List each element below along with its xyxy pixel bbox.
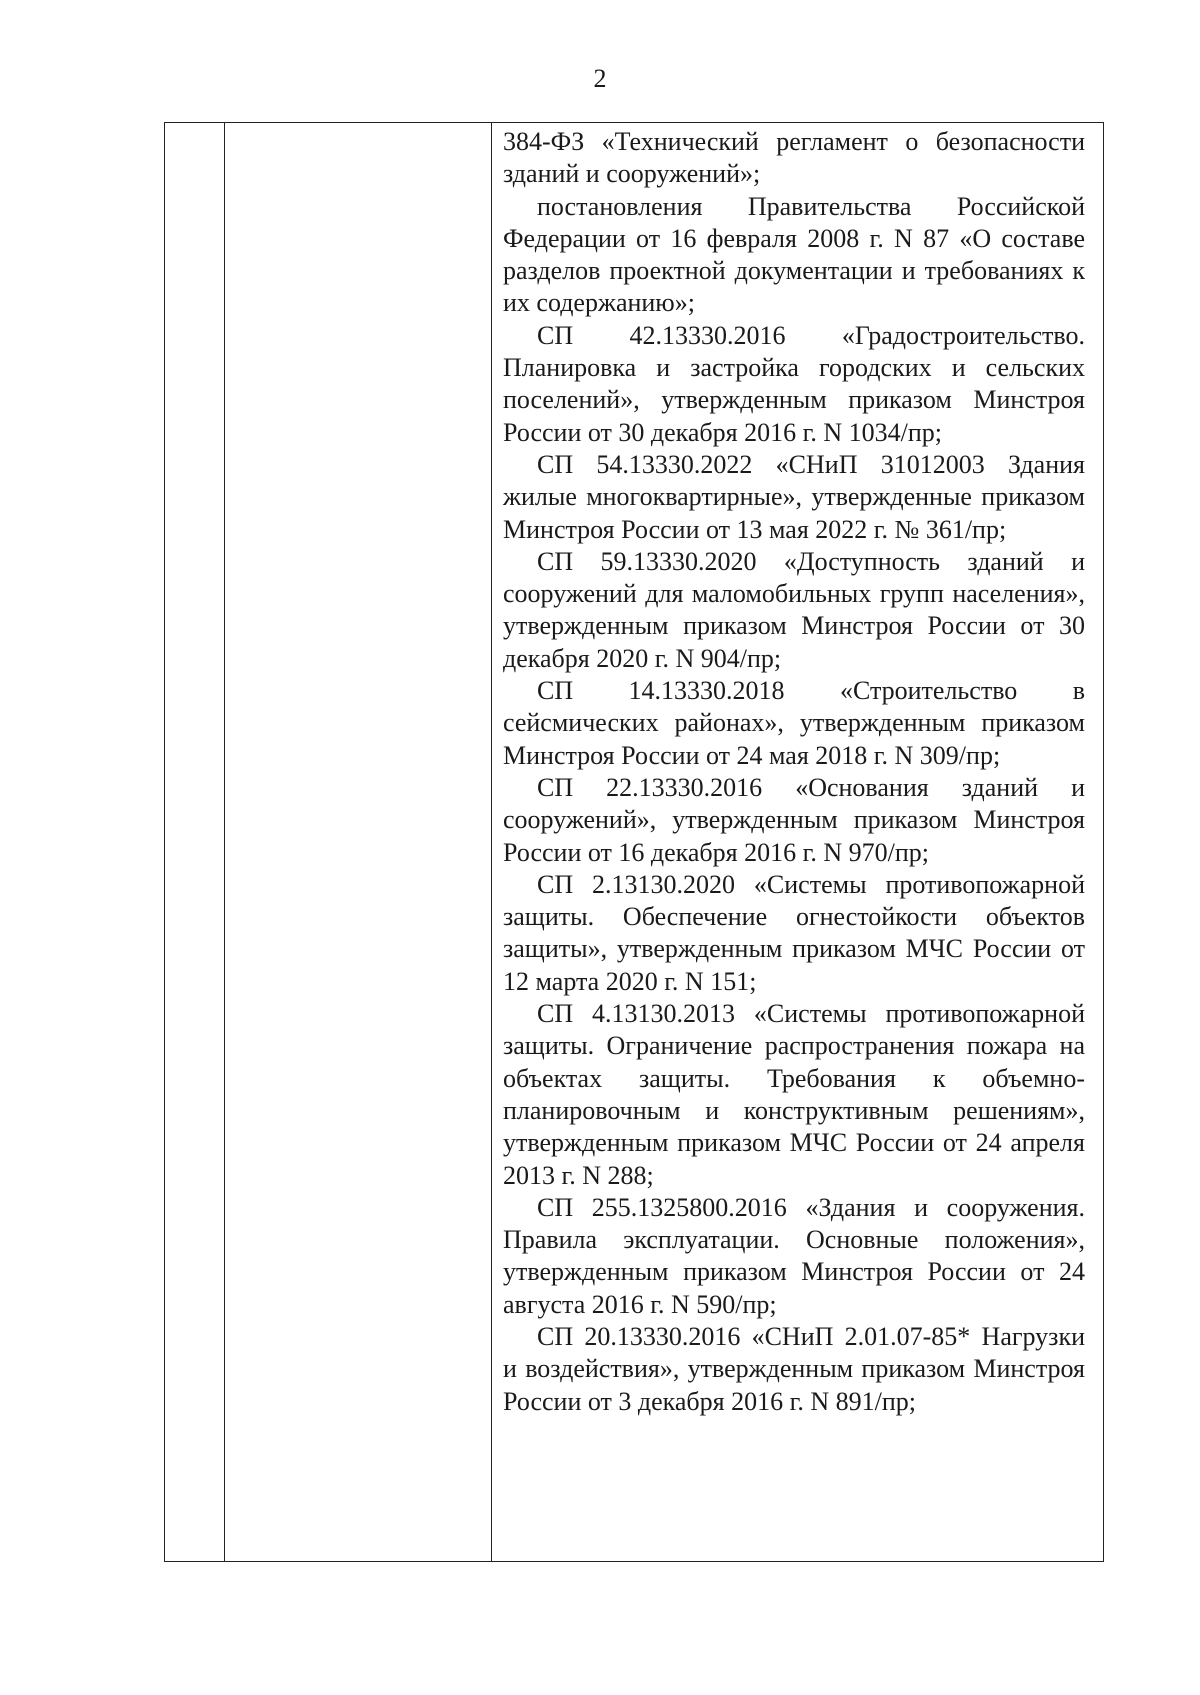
page-number: 2: [593, 64, 607, 93]
paragraph: СП 20.13330.2016 «СНиП 2.01.07-85* Нагрузки и воздействия», утвержденным приказом Минстроя России от 3 декабря 2016 г. N 891/пр;: [503, 1321, 1085, 1416]
table-cell-content: [492, 123, 1104, 1562]
paragraph: СП 54.13330.2022 «СНиП 31012003 Здания жилые многоквартирные», утвержденные приказом Минстроя России от 13 мая 2022 г. № 361/пр;: [503, 449, 1085, 544]
document-table: [164, 122, 1104, 1562]
paragraph: СП 255.1325800.2016 «Здания и сооружения. Правила эксплуатации. Основные положения», утвержденным приказом Минстроя России от 24 августа 2016 г. N 590/пр;: [503, 1192, 1085, 1319]
paragraph: СП 4.13130.2013 «Системы противопожарной защиты. Ограничение распространения пожара на объектах защиты. Требования к объемно-планировочным и конструктивным решениям», утвержденным приказом МЧС России от 24 апреля 2013 г. N 288;: [503, 999, 1085, 1190]
table-cell-number: [165, 123, 225, 1562]
paragraph: СП 42.13330.2016 «Градостроительство. Планировка и застройка городских и сельских поселений», утвержденным приказом Минстроя России от 30 декабря 2016 г. N 1034/пр;: [503, 320, 1085, 447]
paragraph: 384-ФЗ «Технический регламент о безопасности зданий и сооружений»;: [503, 127, 1085, 189]
paragraph: СП 14.13330.2018 «Строительство в сейсмических районах», утвержденным приказом Минстроя России от 24 мая 2018 г. N 309/пр;: [503, 676, 1085, 770]
paragraph: СП 22.13330.2016 «Основания зданий и сооружений», утвержденным приказом Минстроя России от 16 декабря 2016 г. N 970/пр;: [503, 772, 1085, 867]
paragraph: СП 59.13330.2020 «Доступность зданий и сооружений для маломобильных групп населения», утвержденным приказом Минстроя России от 30 декабря 2020 г. N 904/пр;: [503, 546, 1085, 673]
paragraph: постановления Правительства Российской Федерации от 16 февраля 2008 г. N 87 «О составе разделов проектной документации и требованиях к их содержанию»;: [503, 191, 1085, 318]
table-row: [165, 123, 1104, 1562]
table-cell-name: [225, 123, 492, 1562]
paragraph: СП 2.13130.2020 «Системы противопожарной защиты. Обеспечение огнестойкости объектов защиты», утвержденным приказом МЧС России от 12 марта 2020 г. N 151;: [503, 869, 1085, 996]
